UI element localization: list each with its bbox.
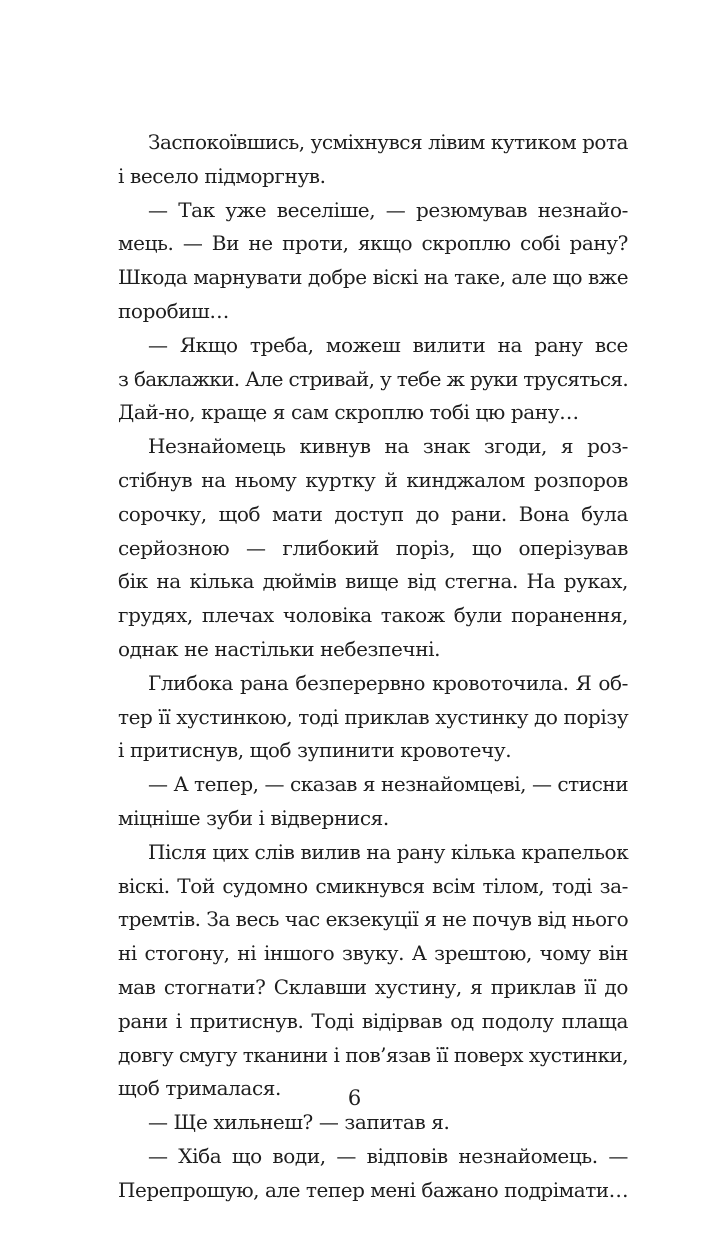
text-line: серйозною — глибокий поріз, що оперізував (118, 535, 628, 560)
text-line: Після цих слів вилив на рану кілька крапельок (148, 839, 629, 864)
text-line: тер її хустинкою, тоді приклав хустинку до порізу (118, 704, 629, 729)
page-number: 6 (347, 1086, 362, 1110)
text-line: Заспокоївшись, усміхнувся лівим кутиком рота (148, 130, 628, 154)
text-line: з баклажки. Але стривай, у тебе ж руки трусяться. (118, 366, 628, 391)
body-text (118, 126, 628, 1208)
paragraph (118, 1140, 628, 1208)
text-line: грудях, плечах чоловіка також були поранення, (118, 603, 628, 628)
text-line: поробиш… (118, 298, 229, 323)
text-line: — А тепер, — сказав я незнайомцеві, — стисни (148, 772, 629, 797)
text-line: і притиснув, щоб зупинити кровотечу. (118, 738, 512, 763)
text-line: ні стогону, ні іншого звуку. А зрештою, чому він (118, 941, 628, 966)
text-line: однак не настільки небезпечні. (118, 636, 441, 661)
paragraph (118, 126, 628, 194)
paragraph (118, 194, 628, 329)
text-line: Незнайомець кивнув на знак згоди, я роз- (148, 434, 628, 459)
text-line: Шкода марнувати добре віскі на таке, але що вже (118, 265, 629, 290)
text-line: — Хіба що води, — відповів незнайомець. — (148, 1143, 628, 1168)
text-line: і весело підморгнув. (118, 163, 326, 188)
text-line: сорочку, щоб мати доступ до рани. Вона була (118, 501, 628, 526)
text-line: довгу смугу тканини і пов’язав її поверх хустинки, (118, 1042, 628, 1067)
text-line: Глибока рана безперервно кровоточила. Я об- (148, 670, 628, 695)
text-line: Перепрошую, але тепер мені бажано подрімати… (118, 1177, 629, 1202)
text-line: — Ще хильнеш? — запитав я. (148, 1110, 450, 1135)
paragraph (118, 1106, 628, 1140)
text-line: Дай-но, краще я сам скроплю тобі цю рану… (118, 400, 579, 425)
paragraph (118, 329, 628, 430)
text-line: стібнув на ньому куртку й кинджалом розпоров (118, 467, 628, 492)
text-line: — Якщо треба, можеш вилити на рану все (148, 332, 628, 357)
paragraph (118, 768, 628, 836)
paragraph (118, 836, 628, 1106)
text-line: тремтів. За весь час екзекуції я не почув від нього (118, 907, 629, 932)
paragraph (118, 430, 628, 667)
text-line: бік на кілька дюймів вище від стегна. На руках, (118, 569, 628, 594)
text-line: — Так уже веселіше, — резюмував незнайо- (148, 197, 628, 222)
text-line: мець. — Ви не проти, якщо скроплю собі рану? (118, 231, 628, 256)
text-line: рани і притиснув. Тоді відірвав од подолу плаща (118, 1008, 628, 1033)
text-line: мав стогнати? Склавши хустину, я приклав її до (118, 974, 628, 999)
text-line: щоб трималася. (118, 1076, 281, 1101)
paragraph (118, 667, 628, 768)
text-line: віскі. Той судомно смикнувся всім тілом, тоді за- (118, 873, 628, 898)
text-line: міцніше зуби і відвернися. (118, 805, 389, 830)
